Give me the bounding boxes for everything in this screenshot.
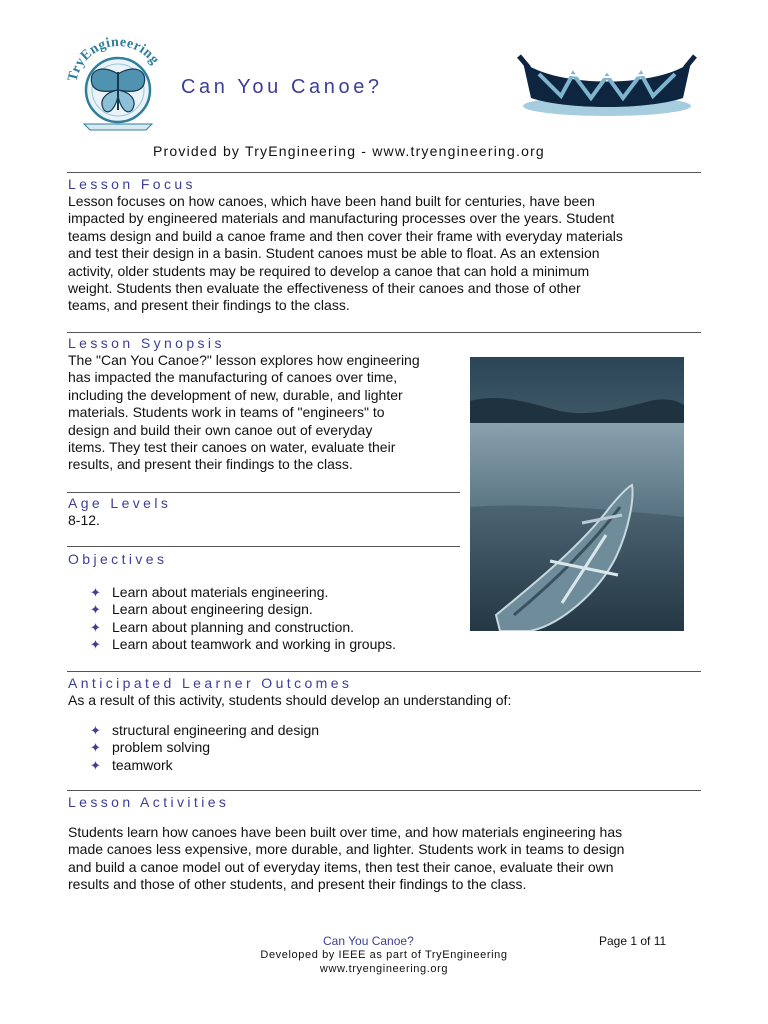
canoe-icon [517,48,697,120]
list-item-text: problem solving [112,739,211,756]
four-point-star-icon: ✦ [90,585,101,600]
text-line: The "Can You Canoe?" lesson explores how engineering [68,352,420,368]
text-line: including the development of new, durable, and lighter [68,386,403,403]
butterfly-logo-icon [62,30,174,136]
list-item [68,722,319,739]
lesson-activities-body [68,824,624,894]
list-item-text: structural engineering and design [112,722,320,738]
text-line: design and build their own canoe out of everyday [68,421,373,438]
outcomes-intro: As a result of this activity, students should develop an understanding of: [68,692,512,708]
objectives-list [68,584,396,654]
section-divider [67,172,701,173]
text-line: weight. Students then evaluate the effectiveness of their canoes and those of other [68,280,581,297]
lesson-synopsis-body [68,352,420,474]
page-number: Page 1 of 11 [599,934,667,948]
list-item [68,601,396,618]
footer-url[interactable]: www.tryengineering.org [319,963,449,975]
lesson-focus-heading: Lesson Focus [68,176,196,192]
text-line: Lesson focuses on how canoes, which have been hand built for centuries, have been [68,193,595,209]
footer-title: Can You Canoe? [323,934,414,948]
age-levels-heading: Age Levels [68,495,172,511]
list-item-text: Learn about teamwork and working in groups. [112,636,397,653]
list-item-text: Learn about planning and construction. [112,618,355,635]
text-line: has impacted the manufacturing of canoes over time, [68,369,398,386]
list-item-text: teamwork [112,756,173,773]
section-divider [67,332,701,333]
tryengineering-logo [62,30,174,136]
text-line: Students learn how canoes have been built over time, and how materials engineering has [68,824,623,840]
text-line: teams design and build a canoe frame and then cover their frame with everyday materials [68,227,623,244]
four-point-star-icon: ✦ [90,637,101,653]
text-line: items. They test their canoes on water, evaluate their [68,439,396,456]
outcomes-list [68,722,319,774]
svg-text:TryEngineering: TryEngineering [65,34,163,83]
text-line: and build a canoe model out of everyday items, then test their canoe, evaluate their own [68,858,614,875]
list-item [68,584,396,601]
page-title: Can You Canoe? [181,76,383,98]
outcomes-heading: Anticipated Learner Outcomes [68,675,353,691]
lesson-activities-heading: Lesson Activities [68,794,230,810]
four-point-star-icon: ✦ [90,602,101,618]
text-line: results and those of other students, and present their findings to the class. [68,876,527,893]
age-levels-value: 8-12. [68,512,100,528]
text-line: teams, and present their findings to the class. [68,297,350,314]
text-line: results, and present their findings to the class. [68,456,353,473]
canoe-lake-photo [470,357,684,631]
list-item [68,739,319,756]
canoe-illustration [517,48,697,120]
list-item [68,636,396,653]
four-point-star-icon: ✦ [90,619,101,635]
section-divider [67,546,460,547]
list-item-text: Learn about engineering design. [112,601,313,618]
list-item-text: Learn about materials engineering. [112,584,329,600]
list-item [68,757,319,774]
section-divider [67,790,701,791]
lesson-focus-body [68,193,623,315]
four-point-star-icon: ✦ [90,740,101,756]
lesson-synopsis-heading: Lesson Synopsis [68,335,225,351]
list-item [68,619,396,636]
text-line: materials. Students work in teams of "engineers" to [68,404,385,421]
objectives-heading: Objectives [68,551,168,567]
section-divider [67,492,460,493]
text-line: and test their design in a basin. Student canoes must be able to float. As an extension [68,245,600,262]
text-line: made canoes less expensive, more durable, and lighter. Students work in teams to design [68,841,625,858]
section-divider [67,671,701,672]
text-line: activity, older students may be required to develop a canoe that can hold a minimum [68,262,590,279]
four-point-star-icon: ✦ [90,723,101,738]
four-point-star-icon: ✦ [90,757,101,773]
provided-by-line: Provided by TryEngineering - www.tryengineering.org [153,143,545,159]
text-line: impacted by engineered materials and manufacturing processes over the years. Student [68,210,615,227]
footer-developed-by: Developed by IEEE as part of TryEngineering [260,949,508,961]
